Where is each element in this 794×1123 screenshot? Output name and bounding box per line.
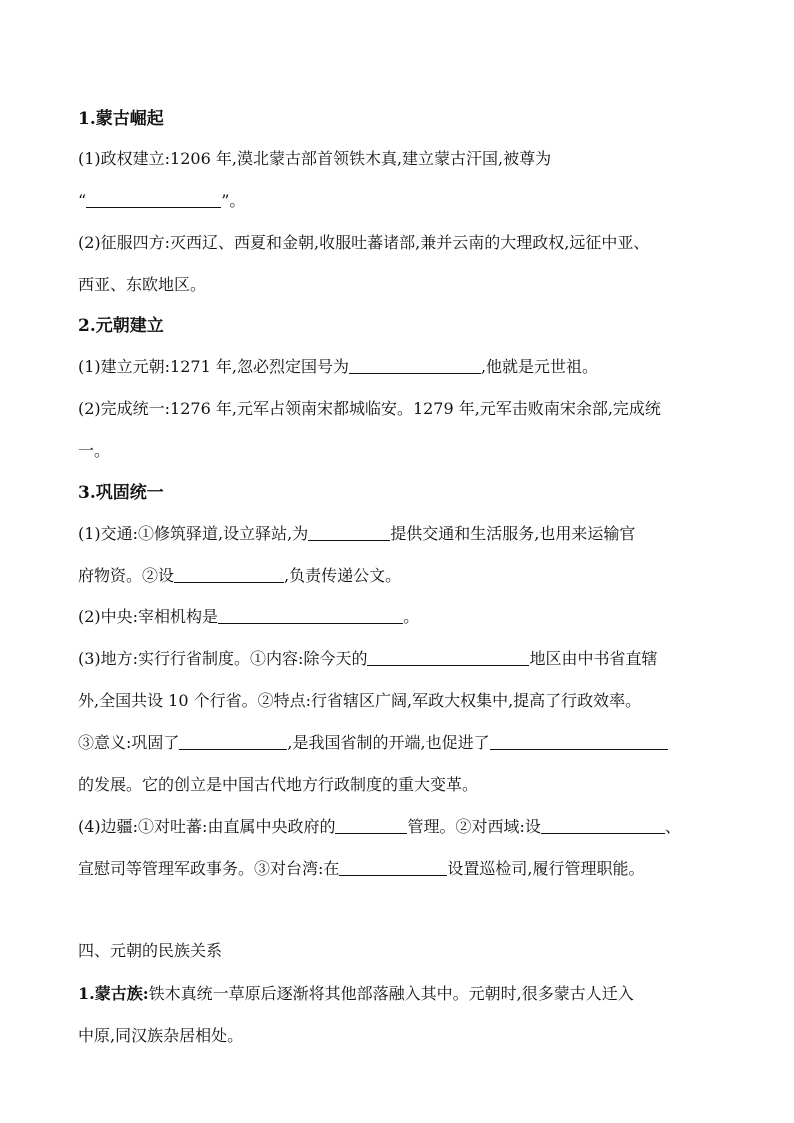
text: (2)征服四方:灭西辽、西夏和金朝,收服吐蕃诸部,兼并云南的大理政权,远征中亚、 — [78, 233, 650, 252]
close-quote: ”。 — [221, 191, 246, 210]
fill-blank[interactable] — [86, 191, 221, 208]
text: (4)边疆:①对吐蕃:由直属中央政府的 — [78, 817, 336, 836]
text: 。 — [403, 607, 420, 626]
paragraph-line — [78, 606, 718, 628]
text: (1)政权建立:1206 年,漠北蒙古部首领铁木真,建立蒙古汗国,被尊为 — [78, 149, 552, 168]
text: (1)交通:①修筑驿道,设立驿站,为 — [78, 524, 309, 543]
paragraph-line — [78, 858, 718, 880]
text: (3)地方:实行行省制度。①内容:除今天的 — [78, 649, 368, 668]
text: ③意义:巩固了 — [78, 733, 180, 752]
text: ,负责传递公文。 — [284, 566, 402, 585]
text: (2)完成统一:1276 年,元军占领南宋都城临安。1279 年,元军击败南宋余部,完成统 — [78, 399, 661, 418]
text: 设置巡检司,履行管理职能。 — [447, 859, 645, 878]
paragraph-line — [78, 983, 718, 1005]
text: 中原,同汉族杂居相处。 — [78, 1026, 244, 1045]
text: 、 — [664, 817, 681, 836]
paragraph-line — [78, 1025, 718, 1047]
fill-blank[interactable] — [174, 566, 284, 583]
text: ,是我国省制的开端,也促进了 — [287, 733, 490, 752]
paragraph-line — [78, 690, 718, 712]
paragraph-line — [78, 816, 718, 838]
paragraph-line — [78, 274, 718, 296]
open-quote: “ — [78, 191, 87, 210]
fill-blank[interactable] — [490, 733, 668, 750]
paragraph-line — [78, 732, 718, 754]
text: 提供交通和生活服务,也用来运输官 — [390, 524, 636, 543]
section-title-consolidation: 3.巩固统一 — [78, 483, 164, 503]
paragraph-line — [78, 398, 718, 420]
fill-blank[interactable] — [541, 817, 665, 834]
section-title-mongol-rise: 1.蒙古崛起 — [78, 109, 164, 129]
text: 宣慰司等管理军政事务。③对台湾:在 — [78, 859, 340, 878]
fill-blank[interactable] — [339, 859, 447, 876]
text: 铁木真统一草原后逐渐将其他部落融入其中。元朝时,很多蒙古人迁入 — [148, 984, 634, 1003]
fill-blank[interactable] — [349, 357, 481, 374]
text: (1)建立元朝:1271 年,忽必烈定国号为 — [78, 357, 349, 376]
paragraph-line — [78, 648, 718, 670]
fill-blank[interactable] — [367, 649, 529, 666]
paragraph-line — [78, 148, 718, 170]
term-mongols: 1.蒙古族: — [78, 984, 149, 1003]
paragraph-line — [78, 774, 718, 796]
paragraph-line — [78, 190, 718, 212]
text: 管理。②对西域:设 — [407, 817, 541, 836]
paragraph-line — [78, 440, 718, 462]
paragraph-line — [78, 356, 718, 378]
section-title-yuan-founding: 2.元朝建立 — [78, 316, 164, 336]
text: 一。 — [78, 441, 111, 460]
text: 外,全国共设 10 个行省。②特点:行省辖区广阔,军政大权集中,提高了行政效率。 — [78, 691, 642, 710]
fill-blank[interactable] — [308, 524, 390, 541]
paragraph-line — [78, 232, 718, 254]
text: 西亚、东欧地区。 — [78, 275, 207, 294]
text: 地区由中书省直辖 — [529, 649, 658, 668]
fill-blank[interactable] — [179, 733, 287, 750]
text: ,他就是元世祖。 — [480, 357, 599, 376]
fill-blank[interactable] — [335, 817, 407, 834]
paragraph-line — [78, 523, 718, 545]
paragraph-line — [78, 565, 718, 587]
fill-blank[interactable] — [218, 607, 403, 624]
text: 的发展。它的创立是中国古代地方行政制度的重大变革。 — [78, 775, 479, 794]
text: 府物资。②设 — [78, 566, 175, 585]
section-title-ethnic-relations: 四、元朝的民族关系 — [78, 941, 223, 960]
text: (2)中央:宰相机构是 — [78, 607, 219, 626]
